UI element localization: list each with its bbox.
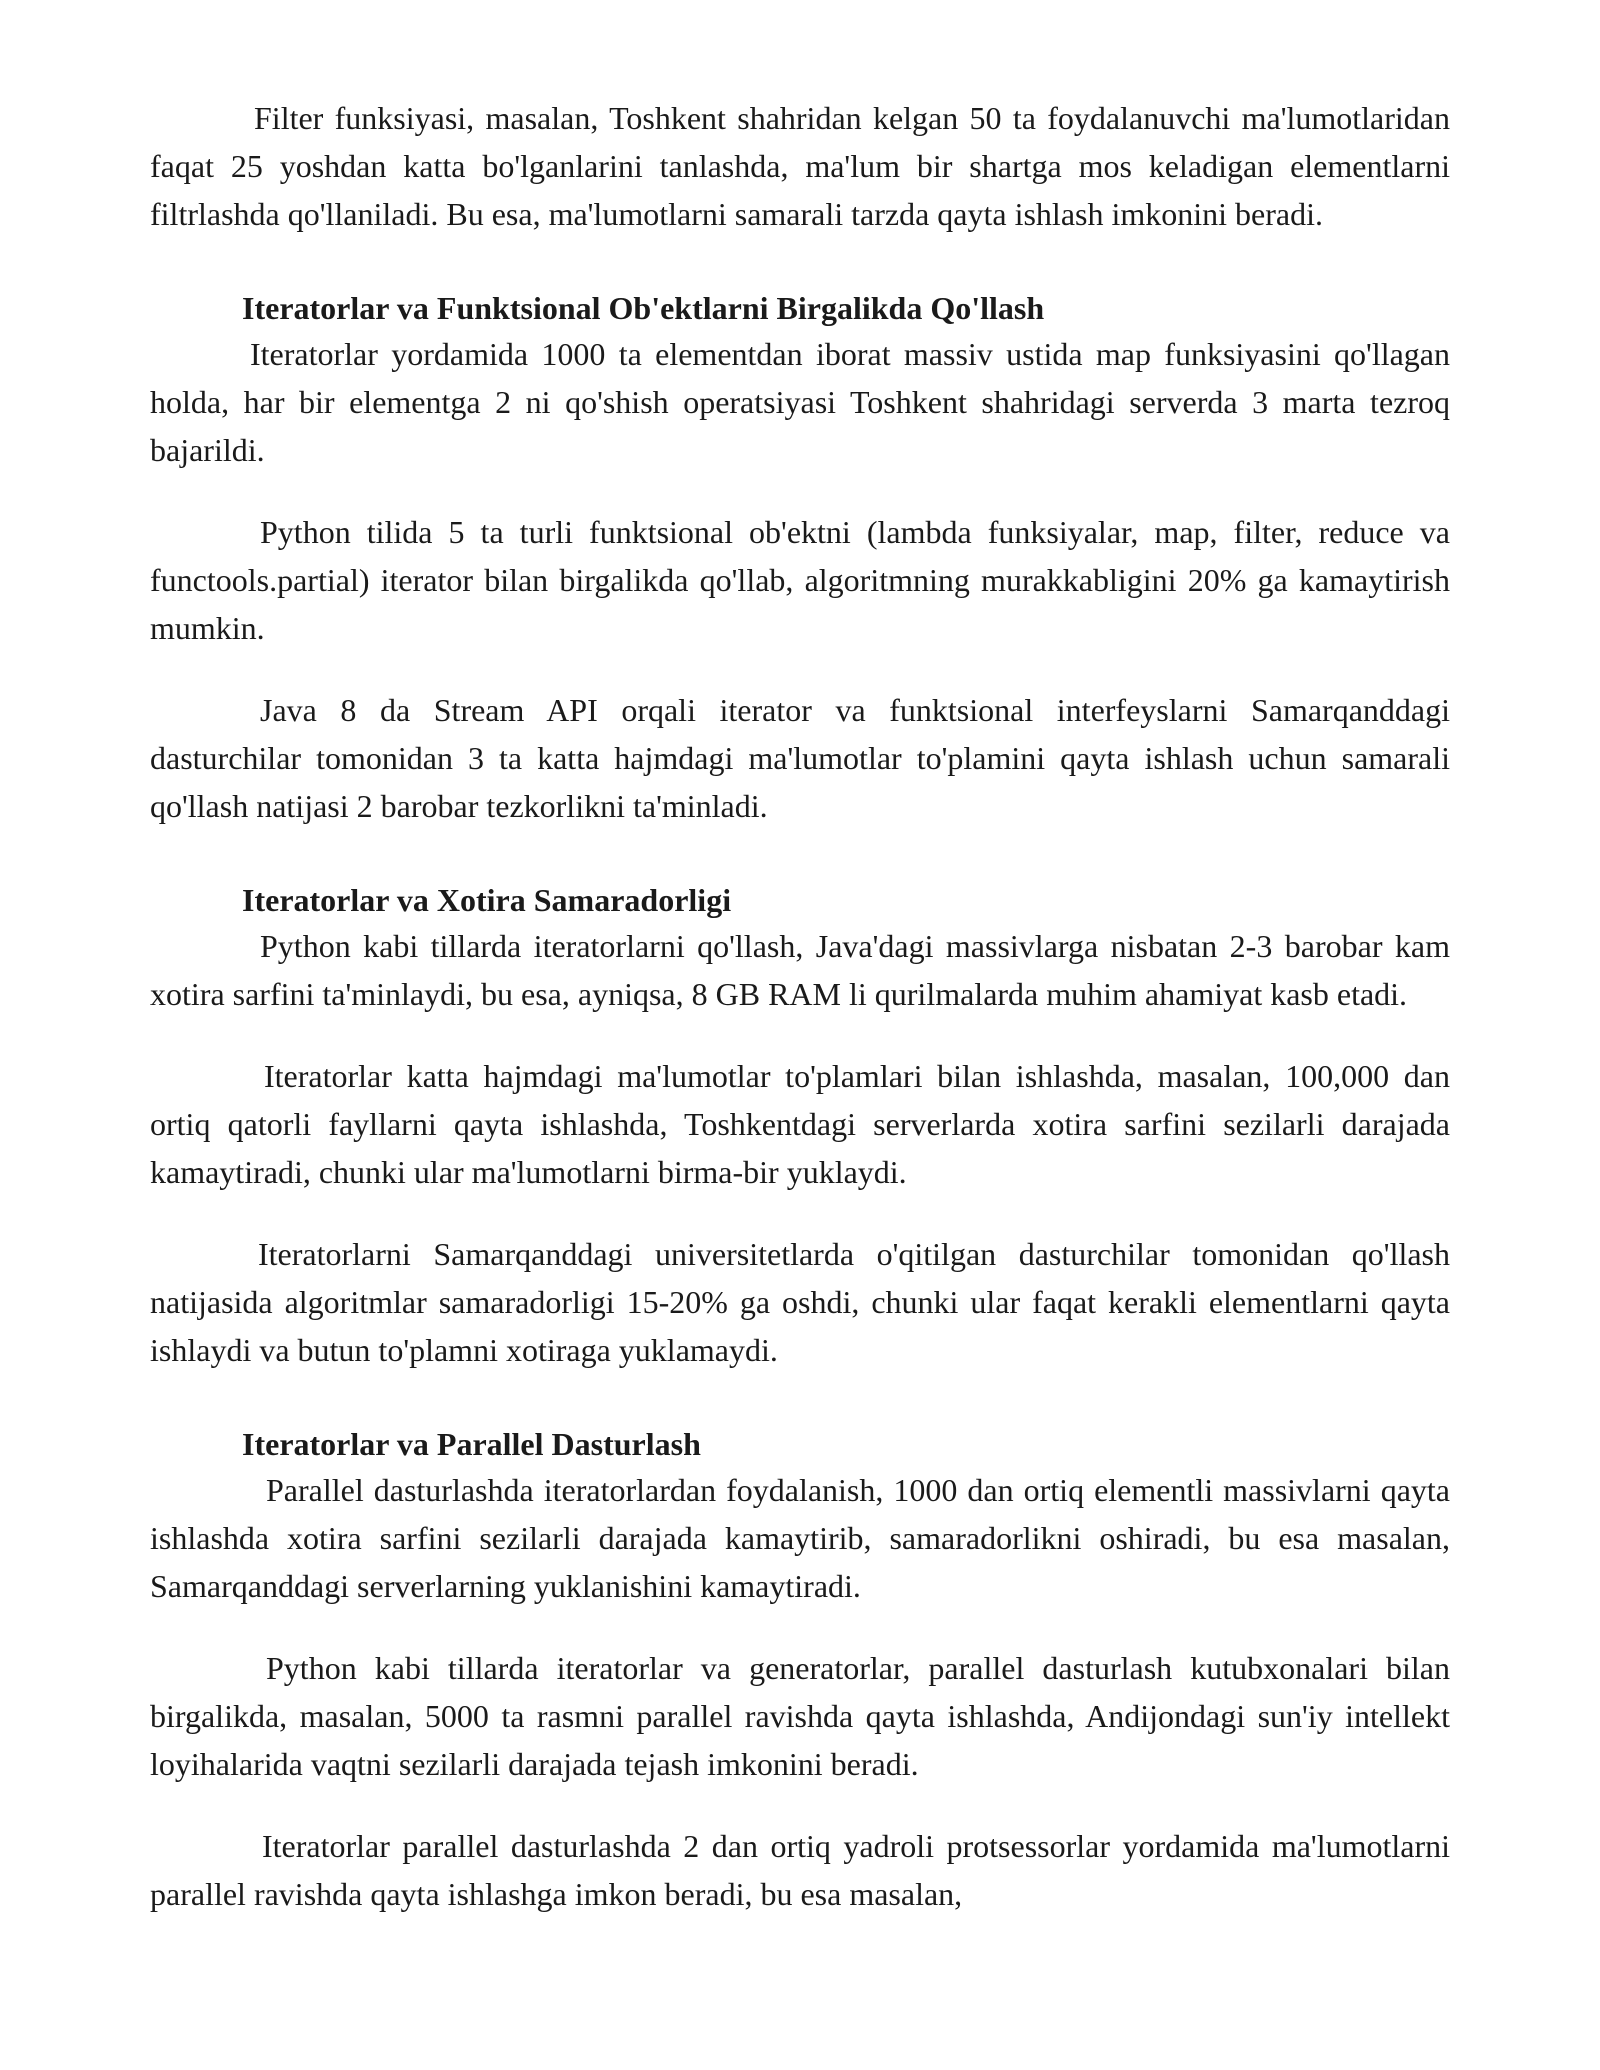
paragraph: Iteratorlar katta hajmdagi ma'lumotlar to'plamlari bilan ishlashda, masalan, 100,000 dan ortiq qatorli fayllarni qayta ishlashda, Toshkentdagi serverlarda xotira sarfini sezilarli darajada kamaytiradi, chunki ular ma'lumotlarni birma-bir yuklaydi.: [150, 1058, 1450, 1190]
section-heading: Iteratorlar va Xotira Samaradorligi: [242, 882, 732, 918]
paragraph: Iteratorlar parallel dasturlashda 2 dan ortiq yadroli protsessorlar yordamida ma'lumotlarni parallel ravishda qayta ishlashga imkon beradi, bu esa masalan,: [150, 1828, 1450, 1912]
section-parallel-programming: [150, 1422, 1450, 1918]
paragraph: Java 8 da Stream API orqali iterator va funktsional interfeyslarni Samarqanddagi dasturchilar tomonidan 3 ta katta hajmdagi ma'lumotlar to'plamini qayta ishlash uchun samarali qo'llash natijasi 2 barobar tezkorlikni ta'minladi.: [150, 692, 1450, 824]
paragraph: Python kabi tillarda iteratorlarni qo'llash, Java'dagi massivlarga nisbatan 2-3 barobar kam xotira sarfini ta'minlaydi, bu esa, ayniqsa, 8 GB RAM li qurilmalarda muhim ahamiyat kasb etadi.: [150, 928, 1450, 1012]
section-heading: Iteratorlar va Parallel Dasturlash: [242, 1426, 701, 1462]
paragraph: Iteratorlar yordamida 1000 ta elementdan iborat massiv ustida map funksiyasini qo'llagan holda, har bir elementga 2 ni qo'shish operatsiyasi Toshkent shahridagi serverda 3 marta tezroq bajarildi.: [150, 336, 1450, 468]
paragraph: Python kabi tillarda iteratorlar va generatorlar, parallel dasturlash kutubxonalari bilan birgalikda, masalan, 5000 ta rasmni parallel ravishda qayta ishlashda, Andijondagi sun'iy intellekt loyihalarida vaqtni sezilarli darajada tejash imkonini beradi.: [150, 1650, 1450, 1782]
paragraph: Python tilida 5 ta turli funktsional ob'ektni (lambda funksiyalar, map, filter, reduce va functools.partial) iterator bilan birgalikda qo'llab, algoritmning murakkabligini 20% ga kamaytirish mumkin.: [150, 514, 1450, 646]
paragraph: Iteratorlarni Samarqanddagi universitetlarda o'qitilgan dasturchilar tomonidan qo'llash natijasida algoritmlar samaradorligi 15-20% ga oshdi, chunki ular faqat kerakli elementlarni qayta ishlaydi va butun to'plamni xotiraga yuklamaydi.: [150, 1236, 1450, 1368]
section-memory-efficiency: [150, 878, 1450, 1374]
section-functional-objects: [150, 286, 1450, 830]
intro-paragraph: Filter funksiyasi, masalan, Toshkent shahridan kelgan 50 ta foydalanuvchi ma'lumotlaridan faqat 25 yoshdan katta bo'lganlarini tanlashda, ma'lum bir shartga mos keladigan elementlarni filtrlashda qo'llaniladi. Bu esa, ma'lumotlarni samarali tarzda qayta ishlash imkonini beradi.: [150, 100, 1450, 232]
paragraph: Parallel dasturlashda iteratorlardan foydalanish, 1000 dan ortiq elementli massivlarni qayta ishlashda xotira sarfini sezilarli darajada kamaytirib, samaradorlikni oshiradi, bu esa masalan, Samarqanddagi serverlarning yuklanishini kamaytiradi.: [150, 1472, 1450, 1604]
section-heading: Iteratorlar va Funktsional Ob'ektlarni Birgalikda Qo'llash: [242, 290, 1045, 326]
